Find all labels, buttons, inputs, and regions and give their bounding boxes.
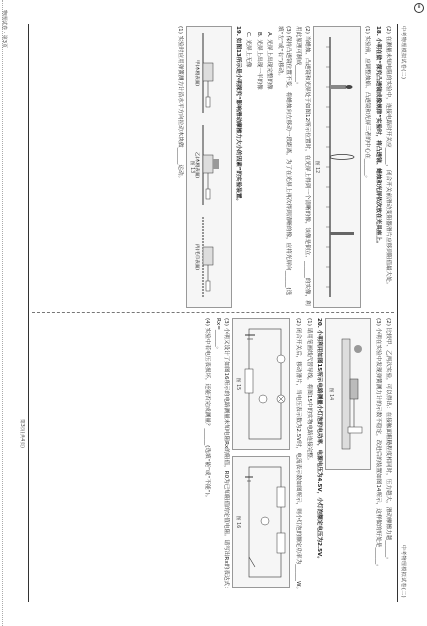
footer-rule — [28, 24, 29, 602]
setup-bing — [203, 217, 213, 297]
right-column — [32, 318, 392, 600]
circuit-diagram-16 — [241, 457, 289, 587]
left-column — [32, 26, 392, 308]
page-footer: 第3页(共4页) — [19, 418, 24, 448]
label-yi: 乙(木板表面) — [193, 151, 199, 179]
circuit-diagram-15 — [241, 319, 289, 449]
question-19-part-3: (3) 小明在实验中发现弹簧测力计的示数不稳定，改进后的装置如图14所示，这样做的好处是______。 — [374, 318, 381, 570]
question-20-part-4: (4) 实验中若电压表损坏，还能否完成测量？______(选填“能”或“不能”)。 — [204, 318, 211, 501]
binding-margin — [0, 0, 10, 626]
figure-16-caption: 图 16 — [234, 515, 240, 529]
question-20-stem: 20. 小明利用如图15所示电路测量小灯泡的电功率，电源电压为4.5V，小灯泡额定电压为2.5V。 — [316, 318, 323, 562]
lens-icon — [330, 155, 354, 160]
figure-14-caption: 图 14 — [328, 387, 334, 401]
option-a: A. 光屏上出现完整的像 — [266, 32, 273, 90]
option-b: B. 光屏上出现一半的像 — [255, 32, 262, 90]
rheostat-icon — [245, 369, 253, 393]
question-18-stem: 18. 小明在做“探究凸透镜成像规律”实验时，将凸透镜、蜡烛和光屏依次放在光具座上。 — [374, 26, 381, 247]
running-header-right: 中考物理模拟试卷(二) — [400, 544, 406, 598]
figure-12-optical-bench — [313, 26, 361, 308]
meter-icon — [261, 517, 269, 525]
figure-15-caption: 图 15 — [234, 377, 240, 391]
optical-bench-diagram — [320, 27, 360, 307]
question-18-part-3: (3) 保持凸透镜位置不变，将蜡烛向左移动一段距离，为了在光屏上再次得到清晰的像，应将光屏向______(选填“左”或“右”)移动。 — [276, 26, 291, 296]
running-header-left: 中考物理模拟试卷(二) — [400, 26, 406, 80]
binding-margin-label: 物理试卷 · 第3页 — [1, 10, 7, 48]
figure-15-circuit — [232, 318, 290, 450]
question-20-part-2: (2) 闭合开关后，移动滑片，当电压表示数为2.5V时，电流表示数如图所示，则小灯泡的额定功率为______W。 — [295, 318, 302, 593]
setup-yi — [203, 125, 219, 205]
figures-15-16-row — [230, 318, 292, 600]
resistor-rx-icon — [277, 533, 285, 553]
figure-13-caption: 图 13 — [188, 160, 194, 174]
label-jia: 甲(木板表面) — [193, 59, 199, 87]
candle-icon — [330, 85, 346, 89]
question-19-stem: 19. 如图13所示是小明探究“影响滑动摩擦力大小的因素”的实验装置。 — [234, 26, 241, 205]
friction-diagram — [195, 27, 231, 307]
column-divider — [32, 312, 394, 313]
figure-13-friction-setup — [186, 26, 232, 308]
question-20-part-3: (3) 小明又设计了如图16所示的电路测量未知电阻Rx的阻值，R0为已知阻值的定值电阻。请写出Rx的表达式：Rx=______。 — [214, 318, 229, 592]
question-19-part-2: (2) 比较甲、乙两次实验，可以得出：在接触面粗糙程度相同时，压力越大，滑动摩擦力越______。 — [385, 318, 391, 563]
page-marker: 8 — [414, 3, 424, 13]
header-rule — [397, 24, 398, 602]
question-18-part-2: (2) 当蜡烛、凸透镜和光屏处于如图12所示位置时，在光屏上得到一个清晰的像，该像是倒立、______的实像，利用此原理可制成______。 — [295, 26, 310, 306]
apparatus-diagram — [334, 319, 370, 469]
rotated-sheet — [18, 18, 410, 608]
figure-12-caption: 图 12 — [313, 160, 319, 174]
question-20-part-1: (1) 请用笔画线代替导线，将图15中的实物电路连接完整。 — [305, 318, 312, 464]
screen-icon — [330, 232, 354, 235]
question-17-part: (2) 在测量未知电阻的实验中，连接电路时开关应______，闭合开关前滑动变阻器滑片应移到阻值最大处。 — [385, 26, 391, 288]
setup-jia — [203, 33, 213, 113]
figure-14-apparatus — [325, 318, 371, 470]
question-18-part-1: (1) 实验前，应调整烛焰、凸透镜和光屏三者的中心在______。 — [364, 26, 371, 182]
question-19-part-1: (1) 实验时应用弹簧测力计沿水平方向拉动木块做______运动。 — [176, 26, 183, 182]
figure-16-circuit — [232, 456, 290, 588]
option-c: C. 光屏上无像 — [245, 32, 252, 68]
resistor-r0-icon — [277, 487, 285, 507]
label-bing: 丙(毛巾表面) — [193, 243, 199, 271]
switch-icon — [249, 557, 255, 567]
ammeter-icon — [277, 355, 285, 363]
voltmeter-icon — [259, 395, 267, 403]
